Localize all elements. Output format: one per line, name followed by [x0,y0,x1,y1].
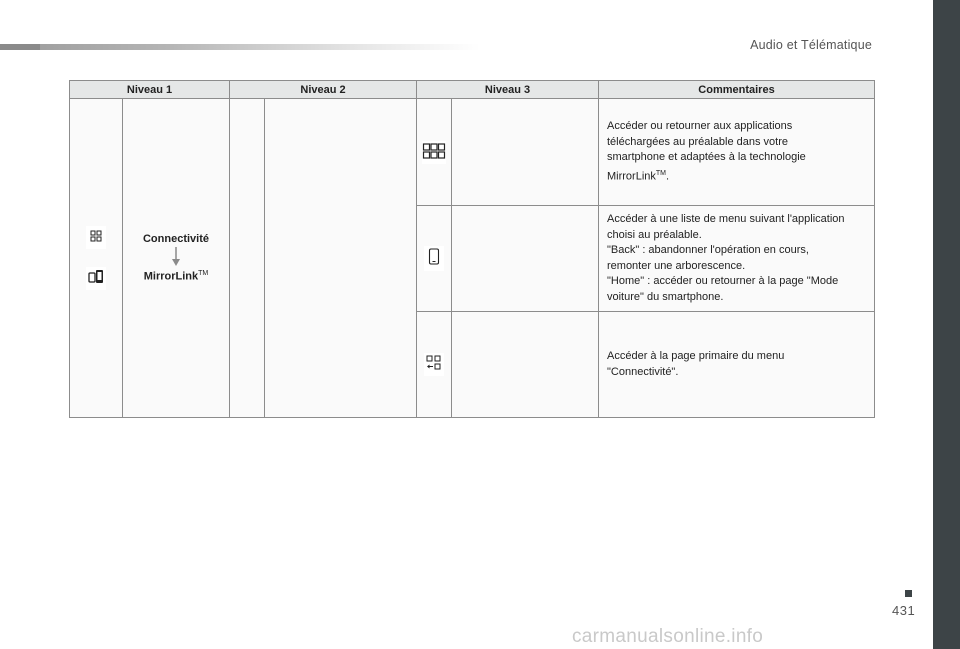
level3-label-cell [452,99,599,206]
level2-icon-cell [230,99,265,418]
mirrorlink-label: MirrorLink™ [143,270,209,283]
table-row [70,99,875,206]
chapter-side-tab [933,0,960,649]
column-header-level-3: Niveau 3 [417,81,599,99]
level3-icon-cell [417,312,452,418]
page-number: 431 [892,603,916,618]
level1-label-cell [123,99,230,418]
apps-grid-icon [422,141,446,164]
header-gradient-bar [0,44,480,50]
section-title: Audio et Télématique [750,38,872,52]
level3-icon-cell [417,99,452,206]
level3-icon-cell [417,206,452,312]
header-bar-accent [0,44,40,50]
level2-label-cell [265,99,417,418]
connectivity-label: Connectivité [142,233,209,246]
level1-icon-cell [70,99,123,418]
watermark: carmanualsonline.info [572,626,764,647]
column-header-level-2: Niveau 2 [230,81,417,99]
connectivity-grid-icon [86,226,106,249]
column-header-comments: Commentaires [599,81,875,99]
level3-label-cell [452,206,599,312]
smartphone-icon [424,246,444,271]
menu-levels-table [69,80,875,418]
level3-label-cell [452,312,599,418]
back-to-menu-icon [424,353,444,376]
comment-cell: Accéder ou retourner aux applications téléchargées au préalable dans votre smartphone et adaptées à la technologie MirrorLink™. [599,99,875,206]
comment-cell: Accéder à la page primaire du menu "Connectivité". [599,312,875,418]
mirrorlink-icon [86,267,106,290]
table-header-row [70,81,875,99]
column-header-level-1: Niveau 1 [70,81,230,99]
comment-cell: Accéder à une liste de menu suivant l'application choisi au préalable. "Back" : abandonner l'opération en cours, remonter une arborescence. "Home" : accéder ou retourner à la page "Mode voiture" du smartphone. [599,206,875,312]
arrow-down-icon [170,247,182,270]
page-marker-dot [905,590,912,597]
